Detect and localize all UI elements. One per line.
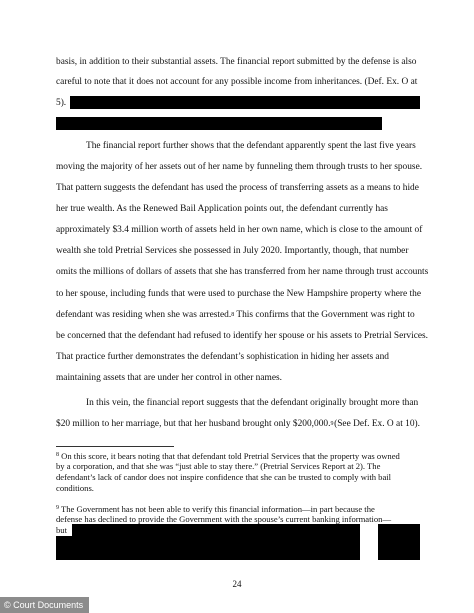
footnote-marker: 9 [56,505,59,511]
body-line: moving the majority of her assets out of her name by funneling them through trusts to her spouse. [56,162,423,172]
footnote-text: On this score, it bears noting that that defendant told Pretrial Services that the property was owned [61,451,400,461]
body-line: approximately $3.4 million worth of assets held in her own name, which is close to the amount of [56,225,423,235]
redaction-bar [56,536,76,560]
footnote-line: conditions. [56,483,94,493]
redaction-bar [70,96,420,109]
image-credit: © Court Documents [0,597,89,613]
footnote-line: by a corporation, and that she was “just able to stay there.” (Pretrial Services Report at 2). The [56,461,381,471]
body-line: basis, in addition to their substantial assets. The financial report submitted by the defense is also [56,57,417,67]
body-text: This confirms that the Government was right to [234,310,415,320]
footnote-ref: 9 [330,421,334,427]
body-line: be concerned that the defendant had refused to identify her spouse or his assets to Pretrial Services. [56,331,429,341]
footnote-divider [56,446,174,447]
body-line [56,418,420,430]
body-line: careful to note that it does not account for any possible income from inheritances. (Def. Ex. O at [56,77,418,87]
page-number: 24 [232,579,242,589]
body-line: maintaining assets that are under her control in other names. [56,373,282,383]
footnote-line [56,503,420,514]
footnote-marker: 8 [56,452,59,458]
redaction-bar [378,524,420,560]
body-line: wealth she told Pretrial Services she possessed in July 2020. Importantly, though, that number [56,246,409,256]
body-line: The financial report further shows that the defendant apparently spent the last five years [86,141,416,151]
body-line: That pattern suggests the defendant has used the process of transferring assets as a means to hide [56,183,419,193]
body-text: defendant was residing when she was arrested. [56,310,232,320]
body-line: That practice further demonstrates the defendant’s sophistication in hiding her assets and [56,352,389,362]
body-line: her true wealth. As the Renewed Bail Application points out, the defendant currently has [56,204,388,214]
body-line: 5). [56,98,67,108]
body-text: (See Def. Ex. O at 10). [334,419,420,429]
footnote-line: but [56,525,67,535]
redaction-bar [72,524,360,560]
body-line: to her spouse, including funds that were used to purchase the New Hampshire property where the [56,289,421,299]
footnote-line: defense has declined to provide the Government with the spouse’s current banking information— [56,514,392,524]
footnote-text: The Government has not been able to verify this financial information—in part because the [61,504,375,514]
body-line [56,309,420,321]
footnote-ref: 8 [231,312,235,318]
redaction-bar [56,117,382,130]
footnote-line: defendant’s lack of candor does not inspire confidence that she can be trusted to comply with bail [56,472,392,482]
body-line: In this vein, the financial report suggests that the defendant originally brought more than [86,398,419,408]
body-text: $20 million to her marriage, but that her husband brought only $200,000. [56,419,331,429]
body-line: omits the millions of dollars of assets that she has transferred from her name through trust accounts [56,267,429,277]
footnote-line [56,450,420,461]
